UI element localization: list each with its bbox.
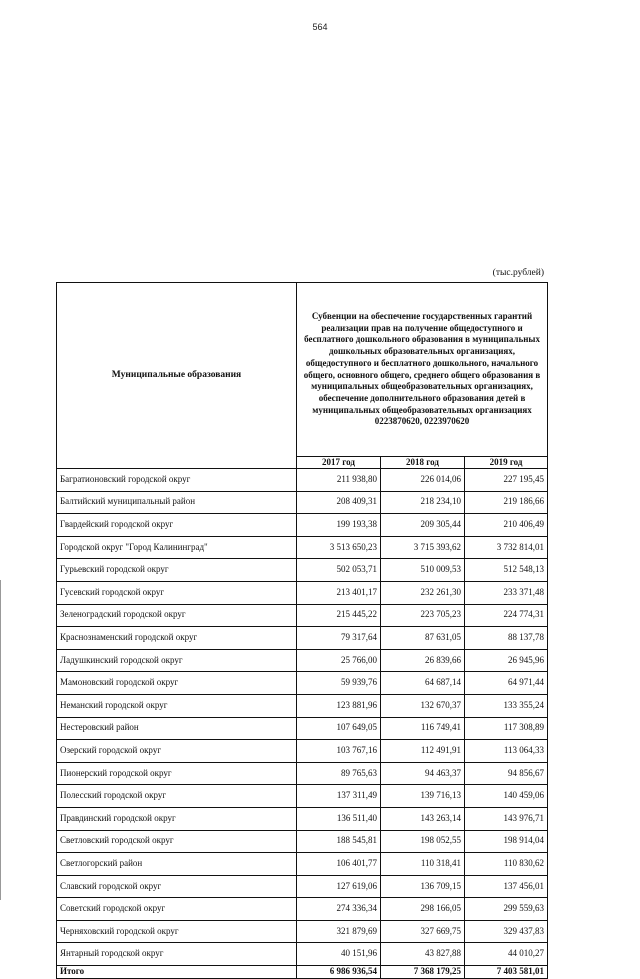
value-2018: 112 491,91 xyxy=(381,740,465,763)
value-2017: 40 151,96 xyxy=(297,943,381,966)
value-2018: 94 463,37 xyxy=(381,762,465,785)
value-2019: 88 137,78 xyxy=(465,627,548,650)
value-2017: 3 513 650,23 xyxy=(297,536,381,559)
value-2019: 133 355,24 xyxy=(465,694,548,717)
value-2018: 87 631,05 xyxy=(381,627,465,650)
table-row xyxy=(57,807,548,830)
municipality-name: Городской округ "Город Калининград" xyxy=(57,536,297,559)
value-2018: 209 305,44 xyxy=(381,514,465,537)
municipality-name: Гусевский городской округ xyxy=(57,581,297,604)
table-row xyxy=(57,740,548,763)
value-2019: 26 945,96 xyxy=(465,649,548,672)
municipality-name: Ладушкинский городской округ xyxy=(57,649,297,672)
value-2019: 113 064,33 xyxy=(465,740,548,763)
total-value-2019: 7 403 581,01 xyxy=(465,966,548,979)
value-2017: 25 766,00 xyxy=(297,649,381,672)
table-body xyxy=(57,469,548,979)
table-row xyxy=(57,649,548,672)
value-2017: 89 765,63 xyxy=(297,762,381,785)
municipality-name: Янтарный городской округ xyxy=(57,943,297,966)
table-row xyxy=(57,559,548,582)
header-year-2019: 2019 год xyxy=(465,457,548,469)
table-row xyxy=(57,627,548,650)
value-2019: 198 914,04 xyxy=(465,830,548,853)
value-2017: 136 511,40 xyxy=(297,807,381,830)
table-header-row xyxy=(57,283,548,457)
value-2018: 226 014,06 xyxy=(381,469,465,492)
table-row xyxy=(57,920,548,943)
total-value-2018: 7 368 179,25 xyxy=(381,966,465,979)
value-2018: 136 709,15 xyxy=(381,875,465,898)
value-2019: 94 856,67 xyxy=(465,762,548,785)
value-2019: 299 559,63 xyxy=(465,898,548,921)
municipality-name: Черняховский городской округ xyxy=(57,920,297,943)
total-value-2017: 6 986 936,54 xyxy=(297,966,381,979)
table-row xyxy=(57,898,548,921)
municipality-name: Светлогорский район xyxy=(57,853,297,876)
value-2017: 137 311,49 xyxy=(297,785,381,808)
value-2019: 233 371,48 xyxy=(465,581,548,604)
municipality-name: Багратионовский городской округ xyxy=(57,469,297,492)
value-2017: 59 939,76 xyxy=(297,672,381,695)
units-label: (тыс.рублей) xyxy=(492,268,544,278)
table-row xyxy=(57,581,548,604)
municipality-name: Полесский городской округ xyxy=(57,785,297,808)
value-2019: 143 976,71 xyxy=(465,807,548,830)
table-row xyxy=(57,830,548,853)
value-2019: 3 732 814,01 xyxy=(465,536,548,559)
value-2018: 223 705,23 xyxy=(381,604,465,627)
value-2017: 211 938,80 xyxy=(297,469,381,492)
value-2019: 140 459,06 xyxy=(465,785,548,808)
value-2019: 137 456,01 xyxy=(465,875,548,898)
value-2018: 132 670,37 xyxy=(381,694,465,717)
value-2017: 103 767,16 xyxy=(297,740,381,763)
header-year-2018: 2018 год xyxy=(381,457,465,469)
value-2018: 26 839,66 xyxy=(381,649,465,672)
header-municipal: Муниципальные образования xyxy=(57,283,297,469)
municipality-name: Советский городской округ xyxy=(57,898,297,921)
value-2017: 107 649,05 xyxy=(297,717,381,740)
page-number: 564 xyxy=(312,22,328,32)
value-2019: 210 406,49 xyxy=(465,514,548,537)
table-row xyxy=(57,536,548,559)
value-2017: 127 619,06 xyxy=(297,875,381,898)
table-total-row xyxy=(57,966,548,979)
value-2018: 64 687,14 xyxy=(381,672,465,695)
table-row xyxy=(57,785,548,808)
total-label: Итого xyxy=(57,966,297,979)
value-2017: 199 193,38 xyxy=(297,514,381,537)
value-2019: 117 308,89 xyxy=(465,717,548,740)
value-2018: 198 052,55 xyxy=(381,830,465,853)
value-2019: 227 195,45 xyxy=(465,469,548,492)
value-2018: 116 749,41 xyxy=(381,717,465,740)
value-2019: 224 774,31 xyxy=(465,604,548,627)
value-2017: 106 401,77 xyxy=(297,853,381,876)
municipality-name: Пионерский городской округ xyxy=(57,762,297,785)
municipality-name: Балтийский муниципальный район xyxy=(57,491,297,514)
value-2018: 298 166,05 xyxy=(381,898,465,921)
value-2019: 64 971,44 xyxy=(465,672,548,695)
table-row xyxy=(57,717,548,740)
municipality-name: Озерский городской округ xyxy=(57,740,297,763)
value-2017: 213 401,17 xyxy=(297,581,381,604)
value-2017: 321 879,69 xyxy=(297,920,381,943)
municipality-name: Нестеровский район xyxy=(57,717,297,740)
value-2017: 215 445,22 xyxy=(297,604,381,627)
value-2018: 232 261,30 xyxy=(381,581,465,604)
table-row xyxy=(57,491,548,514)
value-2018: 43 827,88 xyxy=(381,943,465,966)
municipality-name: Светловский городской округ xyxy=(57,830,297,853)
value-2018: 139 716,13 xyxy=(381,785,465,808)
value-2017: 188 545,81 xyxy=(297,830,381,853)
value-2017: 123 881,96 xyxy=(297,694,381,717)
value-2019: 219 186,66 xyxy=(465,491,548,514)
value-2017: 274 336,34 xyxy=(297,898,381,921)
value-2019: 44 010,27 xyxy=(465,943,548,966)
scan-edge-line xyxy=(0,580,1,900)
municipality-name: Правдинский городской округ xyxy=(57,807,297,830)
table-row xyxy=(57,514,548,537)
table-row xyxy=(57,853,548,876)
value-2018: 327 669,75 xyxy=(381,920,465,943)
value-2017: 502 053,71 xyxy=(297,559,381,582)
header-year-2017: 2017 год xyxy=(297,457,381,469)
municipality-name: Славский городской округ xyxy=(57,875,297,898)
municipality-name: Гурьевский городской округ xyxy=(57,559,297,582)
value-2019: 329 437,83 xyxy=(465,920,548,943)
table-row xyxy=(57,875,548,898)
table-row xyxy=(57,469,548,492)
municipality-name: Гвардейский городской округ xyxy=(57,514,297,537)
value-2019: 110 830,62 xyxy=(465,853,548,876)
value-2018: 143 263,14 xyxy=(381,807,465,830)
municipality-name: Мамоновский городской округ xyxy=(57,672,297,695)
value-2018: 510 009,53 xyxy=(381,559,465,582)
table-row xyxy=(57,672,548,695)
value-2018: 110 318,41 xyxy=(381,853,465,876)
value-2018: 218 234,10 xyxy=(381,491,465,514)
value-2017: 208 409,31 xyxy=(297,491,381,514)
value-2019: 512 548,13 xyxy=(465,559,548,582)
municipality-name: Зеленоградский городской округ xyxy=(57,604,297,627)
value-2018: 3 715 393,62 xyxy=(381,536,465,559)
table-row xyxy=(57,943,548,966)
municipality-name: Неманский городской округ xyxy=(57,694,297,717)
table-row xyxy=(57,694,548,717)
municipality-name: Краснознаменский городской округ xyxy=(57,627,297,650)
header-subsidy: Субвенции на обеспечение государственных гарантий реализации прав на получение общедоступного и бесплатного дошкольного образования в муниципальных дошкольных образовательных организациях, общедоступного и бесплатного дошкольного, начального общего, основного общего, среднего общего образования в муниципальных общеобразовательных организациях, обеспечение дополнительного образования детей в муниципальных общеобразовательных организациях 0223870620, 0223970620 xyxy=(297,283,548,457)
value-2017: 79 317,64 xyxy=(297,627,381,650)
table-row xyxy=(57,604,548,627)
subsidy-table xyxy=(56,282,548,979)
table-row xyxy=(57,762,548,785)
